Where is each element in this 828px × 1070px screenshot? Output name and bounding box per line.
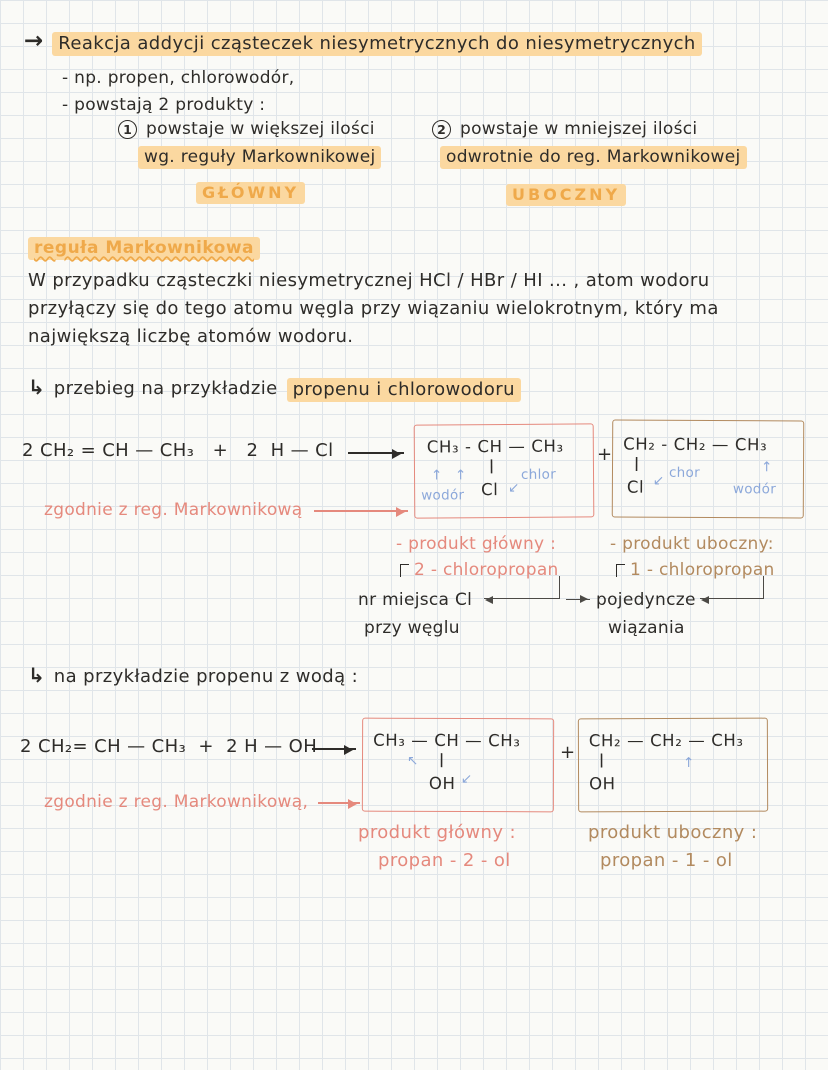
example-1-heading-highlight: propenu i chlorowodoru <box>287 378 521 402</box>
case-2-tag <box>506 185 626 204</box>
side-product-caption-1: - produkt uboczny: <box>610 534 774 554</box>
case-1-line-2 <box>138 147 381 167</box>
reaction-arrow-1-icon <box>348 452 404 454</box>
example-2-heading-text: na przykładzie propenu z wodą : <box>53 666 359 687</box>
connector-side-name-to-note-icon <box>700 576 764 599</box>
main-product-formula-2: CH₃ — CH — CH₃ <box>373 730 521 751</box>
main-product-bond-2-icon: | <box>438 751 445 768</box>
rule-heading-text: reguła Markownikowa <box>28 237 260 260</box>
plus-sign-1: + <box>597 444 613 465</box>
note-wiazania: wiązania <box>608 618 685 638</box>
case-1-text-1: powstaje w większej ilości <box>146 119 375 139</box>
connector-main-name-to-note-icon <box>484 576 560 599</box>
page-title: Reakcja addycji cząsteczek niesymetrycznych do niesymetrycznych <box>52 32 701 56</box>
side-product-bond-1-icon: | <box>633 455 640 472</box>
case-1-tag <box>196 183 305 202</box>
side-product-box-2 <box>578 718 768 813</box>
side-product-bond-2-icon: | <box>598 752 605 769</box>
markownikow-note-2: zgodnie z reg. Markownikową, <box>44 792 309 812</box>
bracket-side-name-icon <box>616 564 625 577</box>
markownikow-arrow-1-icon <box>314 510 408 512</box>
side-product-box-1 <box>612 419 805 518</box>
main-product-box-2 <box>362 718 554 813</box>
case-1-text-2: wg. reguły Markownikowej <box>138 146 381 169</box>
example-2-pointer-icon: ↳ <box>28 663 45 687</box>
rule-text-line-1: W przypadku cząsteczki niesymetrycznej HCl / HBr / HI ... , atom wodoru <box>28 270 710 291</box>
note-pojedyncze: pojedyncze <box>596 590 696 610</box>
side-product-name-2: propan - 1 - ol <box>600 850 733 871</box>
arrow-up-icon-1c: ↑ <box>760 459 773 476</box>
plus-sign-2: + <box>560 742 576 763</box>
side-product-caption-2: produkt uboczny : <box>588 822 758 843</box>
arrow-downleft-icon-1a: ↙ <box>508 479 520 496</box>
bracket-main-name-icon <box>400 564 409 577</box>
example-1-heading <box>28 375 521 402</box>
case-2-text-2: odwrotnie do reg. Markownikowej <box>440 146 747 169</box>
main-product-group-2: OH <box>428 773 456 793</box>
rule-text-line-3: największą liczbę atomów wodoru. <box>28 326 354 347</box>
case-1-line-1 <box>118 119 375 139</box>
side-product-group-2: OH <box>589 774 616 794</box>
main-product-group-1: Cl <box>481 480 499 500</box>
reaction-arrow-2-icon <box>312 748 356 750</box>
note-przy-weglu: przy węglu <box>364 618 460 638</box>
arrow-downleft-icon-1b: ↙ <box>652 472 665 489</box>
main-product-formula-1: CH₃ - CH — CH₃ <box>426 436 564 457</box>
example-2-heading <box>28 663 359 687</box>
title-row <box>24 28 702 56</box>
side-product-group-1: Cl <box>626 477 645 497</box>
example-1-heading-plain: przebieg na przykładzie <box>53 378 278 399</box>
side-product-formula-2: CH₂ — CH₂ — CH₃ <box>588 730 744 751</box>
arrow-downleft-icon-2a: ↙ <box>460 771 473 788</box>
equation-1-lhs: 2 CH₂ = CH — CH₃ + 2 H — Cl <box>22 440 334 461</box>
example-1-pointer-icon: ↳ <box>28 375 45 399</box>
arrow-up-icon-1a: ↑ <box>430 467 443 484</box>
main-product-box-1 <box>414 423 595 518</box>
side-product-name-1: 1 - chloropropan <box>630 560 775 580</box>
case-2-text-1: powstaje w mniejszej ilości <box>460 119 698 139</box>
label-wodor-1: wodór <box>421 487 465 504</box>
label-chlor-1: chlor <box>520 466 557 483</box>
side-product-formula-1: CH₂ - CH₂ — CH₃ <box>623 434 768 455</box>
case-2-number-icon: 2 <box>432 120 451 139</box>
label-wodor-1b: wodór <box>732 481 777 498</box>
case-1-number-icon: 1 <box>118 120 137 139</box>
note-nr-miejsca: nr miejsca Cl <box>358 590 473 610</box>
rule-heading <box>28 238 260 258</box>
label-chor-1: chor <box>668 464 701 481</box>
arrow-up-icon-1b: ↑ <box>454 467 467 484</box>
rule-text-line-2: przyłączy się do tego atomu węgla przy wiązaniu wielokrotnym, który ma <box>28 298 719 319</box>
markownikow-arrow-2-icon <box>318 802 360 804</box>
arrow-upleft-icon-2a: ↖ <box>406 752 419 769</box>
case-1-tag-text: GŁÓWNY <box>196 182 305 204</box>
main-product-name-2: propan - 2 - ol <box>378 850 511 871</box>
main-product-name-1: 2 - chloropropan <box>414 560 559 580</box>
connector-to-pojedyncze-icon <box>566 599 590 600</box>
bullet-example: - np. propen, chlorowodór, <box>62 68 295 88</box>
case-2-line-2 <box>440 147 747 167</box>
arrow-up-icon-2a: ↑ <box>682 754 695 771</box>
title-arrow-icon: → <box>24 28 44 54</box>
case-2-tag-text: UBOCZNY <box>506 184 626 206</box>
markownikow-note-1: zgodnie z reg. Markownikową <box>44 500 303 520</box>
equation-2-lhs: 2 CH₂= CH — CH₃ + 2 H — OH <box>20 736 318 757</box>
case-2-line-1 <box>432 119 697 139</box>
bullet-products: - powstają 2 produkty : <box>62 95 266 115</box>
main-product-caption-2: produkt główny : <box>358 822 517 843</box>
main-product-caption-1: - produkt główny : <box>396 534 557 554</box>
main-product-bond-1-icon: | <box>488 458 495 475</box>
